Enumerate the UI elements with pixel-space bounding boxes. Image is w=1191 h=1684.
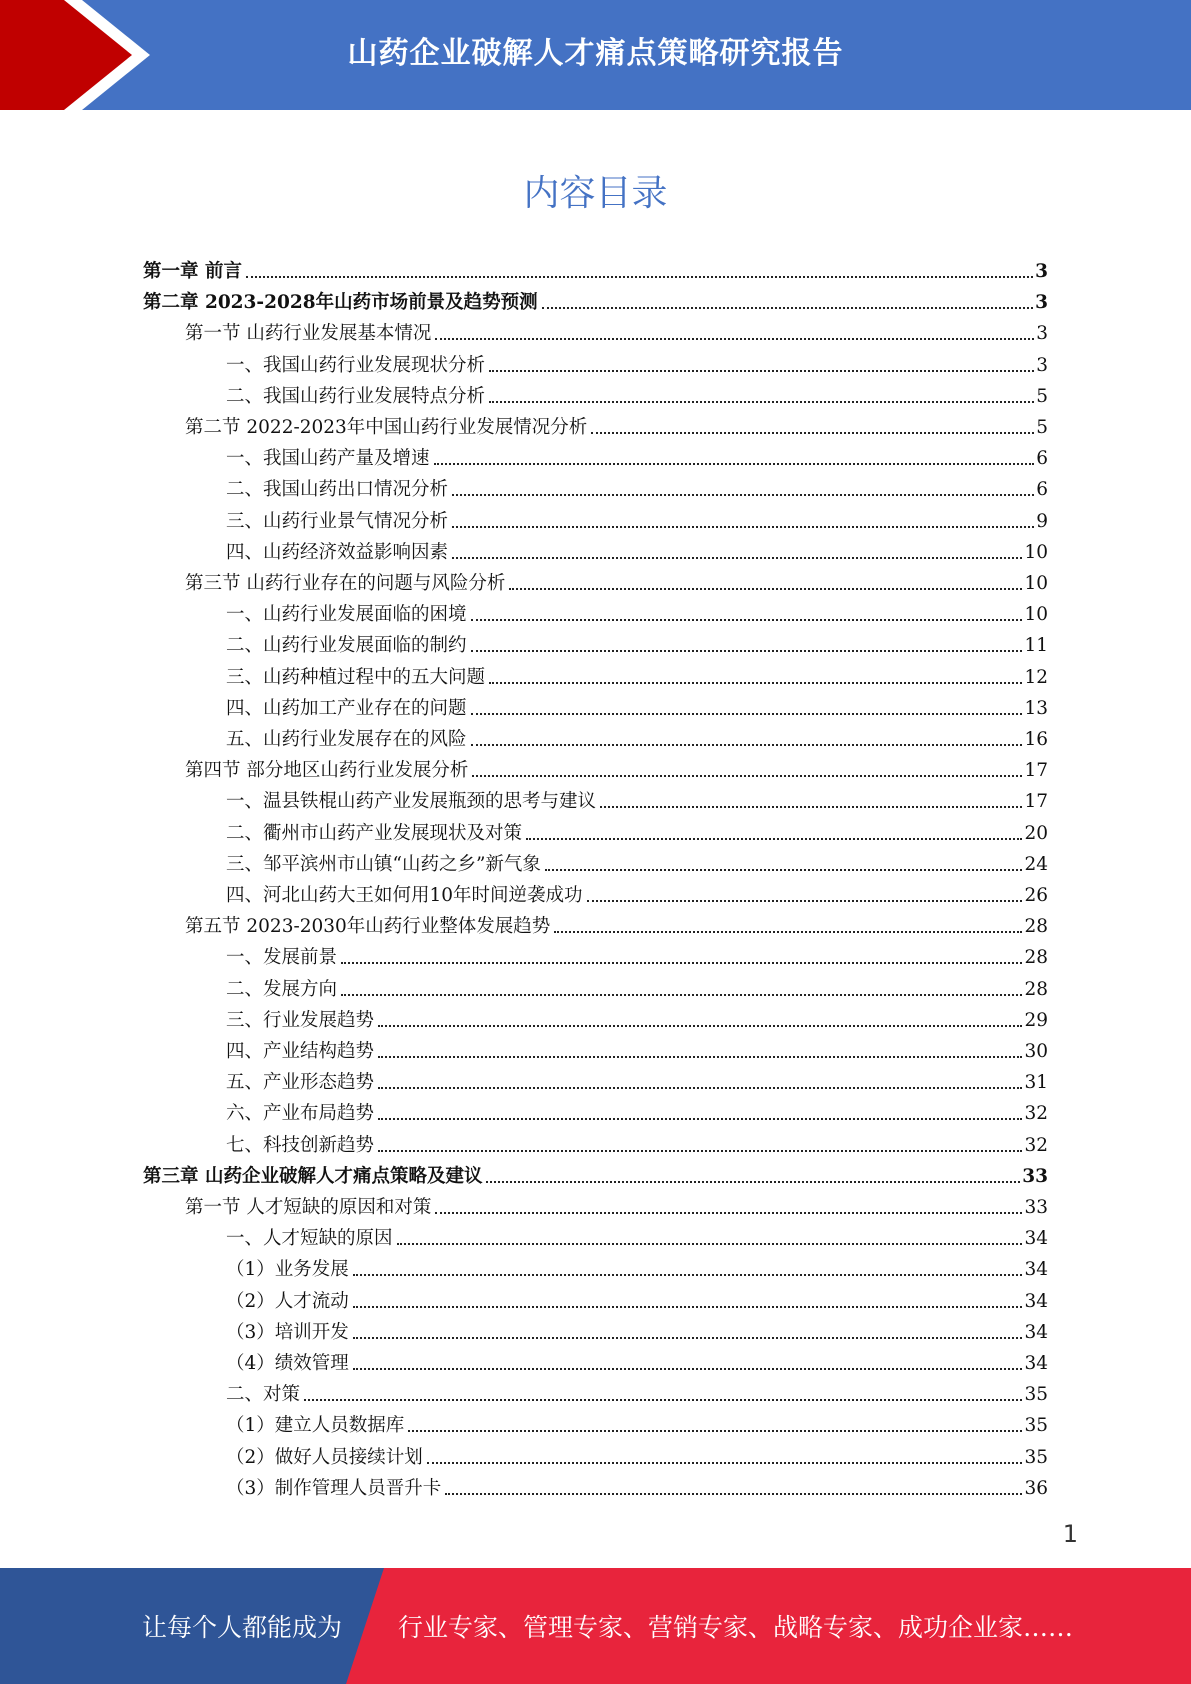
toc-entry-title: 四、山药经济效益影响因素 <box>226 541 449 563</box>
toc-entry-title: 五、产业形态趋势 <box>226 1072 375 1094</box>
toc-entry[interactable] <box>226 627 1048 658</box>
toc-entry[interactable] <box>226 440 1048 471</box>
toc-entry[interactable] <box>226 1470 1048 1501</box>
toc-dot-leader <box>542 307 1034 309</box>
toc-dot-leader <box>600 806 1022 808</box>
toc-dot-leader <box>452 526 1034 528</box>
toc-entry-title: 二、我国山药行业发展特点分析 <box>226 385 486 407</box>
toc-dot-leader <box>353 1368 1023 1370</box>
toc-entry[interactable] <box>226 1251 1048 1282</box>
toc-entry[interactable] <box>226 971 1048 1002</box>
toc-entry-page: 35 <box>1024 1446 1048 1468</box>
toc-entry-title: 第一节 山药行业发展基本情况 <box>185 323 432 345</box>
toc-entry-page: 33 <box>1024 1197 1048 1218</box>
toc-entry-title: （2）做好人员接续计划 <box>226 1446 423 1468</box>
toc-dot-leader <box>435 1212 1022 1214</box>
toc-dot-leader <box>427 1462 1023 1464</box>
toc-dot-leader <box>408 1430 1022 1432</box>
toc-dot-leader <box>587 900 1023 902</box>
toc-entry[interactable] <box>226 846 1048 877</box>
toc-dot-leader <box>397 1243 1023 1245</box>
toc-entry[interactable] <box>143 1158 1048 1189</box>
toc-entry-page: 34 <box>1024 1259 1048 1281</box>
toc-entry-title: 五、山药行业发展存在的风险 <box>226 729 467 750</box>
toc-entry-page: 5 <box>1036 417 1048 438</box>
toc-dot-leader <box>378 1056 1022 1058</box>
toc-entry-page: 3 <box>1036 354 1048 376</box>
footer-slogan-right: 行业专家、管理专家、营销专家、战略专家、成功企业家…… <box>398 1613 1074 1642</box>
toc-entry-page: 35 <box>1024 1415 1048 1437</box>
toc-entry[interactable] <box>226 1002 1048 1033</box>
toc-entry[interactable] <box>226 596 1048 627</box>
toc-dot-leader <box>378 1118 1022 1120</box>
toc-entry[interactable] <box>226 1345 1048 1376</box>
toc-dot-leader <box>471 744 1023 746</box>
toc-entry-page: 5 <box>1036 385 1048 407</box>
toc-dot-leader <box>452 494 1034 496</box>
toc-dot-leader <box>489 682 1022 684</box>
toc-entry-title: 第二章 2023-2028年山药市场前景及趋势预测 <box>143 292 538 314</box>
toc-entry[interactable] <box>226 378 1048 409</box>
toc-entry-title: 一、发展前景 <box>226 947 338 969</box>
toc-entry-page: 10 <box>1024 541 1048 563</box>
toc-entry-title: 一、山药行业发展面临的困境 <box>226 604 467 626</box>
toc-entry-page: 16 <box>1024 729 1048 750</box>
toc-entry-title: （1）业务发展 <box>226 1259 349 1281</box>
toc-entry-page: 9 <box>1036 510 1048 532</box>
toc-entry[interactable] <box>185 1189 1048 1220</box>
toc-entry-title: （3）制作管理人员晋升卡 <box>226 1477 442 1499</box>
toc-entry-page: 30 <box>1024 1041 1048 1062</box>
toc-entry-title: 四、山药加工产业存在的问题 <box>226 697 467 719</box>
toc-entry[interactable] <box>226 721 1048 752</box>
footer-banner <box>0 1568 1191 1684</box>
toc-dot-leader <box>489 370 1034 372</box>
toc-entry[interactable] <box>226 534 1048 565</box>
toc-entry[interactable] <box>226 1407 1048 1438</box>
toc-dot-leader <box>435 338 1034 340</box>
toc-entry-title: 二、衢州市山药产业发展现状及对策 <box>226 822 523 844</box>
toc-entry-title: 第三章 山药企业破解人才痛点策略及建议 <box>143 1165 483 1187</box>
toc-entry-page: 3 <box>1035 261 1048 282</box>
toc-entry-title: 三、山药种植过程中的五大问题 <box>226 666 486 688</box>
toc-dot-leader <box>471 713 1023 715</box>
toc-entry-title: 第四节 部分地区山药行业发展分析 <box>185 760 469 782</box>
toc-entry-page: 17 <box>1024 760 1048 782</box>
toc-entry-title: 二、山药行业发展面临的制约 <box>226 635 467 657</box>
toc-entry-page: 10 <box>1024 604 1048 626</box>
toc-entry-page: 17 <box>1024 791 1048 813</box>
toc-entry-page: 34 <box>1024 1290 1048 1312</box>
toc-entry-page: 3 <box>1036 323 1048 345</box>
toc-entry[interactable] <box>185 409 1048 440</box>
toc-heading: 内容目录 <box>523 173 668 214</box>
toc-entry[interactable] <box>143 284 1048 315</box>
toc-dot-leader <box>545 869 1023 871</box>
toc-entry[interactable] <box>185 315 1048 346</box>
toc-entry[interactable] <box>185 752 1048 783</box>
toc-dot-leader <box>591 432 1034 434</box>
toc-dot-leader <box>341 962 1022 964</box>
toc-dot-leader <box>471 650 1023 652</box>
toc-entry-page: 3 <box>1035 292 1048 314</box>
toc-entry-page: 20 <box>1024 822 1048 844</box>
toc-dot-leader <box>378 1025 1022 1027</box>
toc-dot-leader <box>341 994 1022 996</box>
toc-entry-title: 一、温县铁棍山药产业发展瓶颈的思考与建议 <box>226 791 597 813</box>
toc-entry-page: 28 <box>1024 978 1048 1000</box>
toc-entry-title: 三、山药行业景气情况分析 <box>226 510 449 532</box>
toc-entry-page: 24 <box>1024 853 1048 875</box>
toc-entry-title: 六、产业布局趋势 <box>226 1103 375 1125</box>
toc-dot-leader <box>246 276 1033 278</box>
toc-entry-title: 二、发展方向 <box>226 978 338 1000</box>
toc-entry-page: 12 <box>1024 666 1048 688</box>
toc-entry-title: （4）绩效管理 <box>226 1353 349 1374</box>
toc-entry-title: 三、行业发展趋势 <box>226 1009 375 1031</box>
toc-entry[interactable] <box>226 503 1048 534</box>
toc-entry-page: 34 <box>1024 1228 1048 1250</box>
toc-entry-title: 一、我国山药行业发展现状分析 <box>226 354 486 376</box>
toc-entry-page: 26 <box>1024 885 1048 906</box>
toc-dot-leader <box>486 1181 1020 1183</box>
toc-entry-page: 35 <box>1024 1384 1048 1406</box>
report-title: 山药企业破解人才痛点策略研究报告 <box>347 36 844 71</box>
toc-entry-title: 第五节 2023-2030年山药行业整体发展趋势 <box>185 916 551 938</box>
toc-entry[interactable] <box>226 1127 1048 1158</box>
toc-entry-title: 七、科技创新趋势 <box>226 1134 375 1156</box>
toc-dot-leader <box>554 931 1022 933</box>
toc-entry-title: 第二节 2022-2023年中国山药行业发展情况分析 <box>185 417 588 438</box>
toc-dot-leader <box>353 1337 1023 1339</box>
toc-entry-title: 四、河北山药大王如何用10年时间逆袭成功 <box>226 885 583 906</box>
toc-entry-title: 三、邹平滨州市山镇“山药之乡”新气象 <box>226 853 541 875</box>
toc-dot-leader <box>509 588 1022 590</box>
toc-entry-page: 32 <box>1024 1103 1048 1125</box>
toc-entry-page: 29 <box>1024 1009 1048 1031</box>
toc-entry-title: 二、对策 <box>226 1384 301 1406</box>
toc-dot-leader <box>304 1399 1022 1401</box>
toc-entry-page: 10 <box>1024 573 1048 594</box>
toc-entry-page: 6 <box>1036 448 1048 470</box>
toc-entry[interactable] <box>226 1095 1048 1126</box>
toc-entry[interactable] <box>226 1064 1048 1095</box>
header-banner <box>0 0 1191 110</box>
toc-dot-leader <box>378 1150 1022 1152</box>
toc-dot-leader <box>353 1274 1023 1276</box>
toc-entry-page: 13 <box>1024 697 1048 719</box>
toc-dot-leader <box>445 1493 1022 1495</box>
toc-entry-page: 28 <box>1024 947 1048 969</box>
toc-entry-page: 34 <box>1024 1353 1048 1374</box>
toc-entry[interactable] <box>226 877 1048 908</box>
toc-entry[interactable] <box>226 347 1048 378</box>
toc-entry-title: （3）培训开发 <box>226 1321 349 1343</box>
toc-entry-title: 第三节 山药行业存在的问题与风险分析 <box>185 573 506 594</box>
toc-dot-leader <box>471 619 1023 621</box>
toc-entry[interactable] <box>226 783 1048 814</box>
toc-dot-leader <box>434 463 1035 465</box>
toc-dot-leader <box>526 838 1022 840</box>
toc-entry-title: （2）人才流动 <box>226 1290 349 1312</box>
toc-dot-leader <box>472 775 1022 777</box>
toc-entry[interactable] <box>226 1314 1048 1345</box>
toc-dot-leader <box>353 1306 1023 1308</box>
toc-dot-leader <box>452 557 1022 559</box>
toc-entry[interactable] <box>226 1283 1048 1314</box>
toc-entry-page: 34 <box>1024 1321 1048 1343</box>
toc-entry-page: 11 <box>1024 635 1048 657</box>
footer-slogan-left: 让每个人都能成为 <box>142 1613 343 1642</box>
toc-entry[interactable] <box>185 565 1048 596</box>
toc-dot-leader <box>378 1087 1022 1089</box>
toc-entry[interactable] <box>226 1033 1048 1064</box>
toc-entry[interactable] <box>226 1220 1048 1251</box>
toc-entry[interactable] <box>226 690 1048 721</box>
toc-entry[interactable] <box>226 471 1048 502</box>
toc-entry-title: 第一节 人才短缺的原因和对策 <box>185 1197 432 1218</box>
toc-entry-title: 四、产业结构趋势 <box>226 1041 375 1062</box>
toc-entry[interactable] <box>226 815 1048 846</box>
toc-entry-page: 32 <box>1024 1134 1048 1156</box>
toc-entry-title: 一、人才短缺的原因 <box>226 1228 393 1250</box>
toc-entry-page: 28 <box>1024 916 1048 938</box>
toc-entry[interactable] <box>226 1439 1048 1470</box>
page-number: 1 <box>1062 1520 1078 1548</box>
toc-entry-title: 一、我国山药产量及增速 <box>226 448 430 470</box>
toc-entry-page: 36 <box>1024 1477 1048 1499</box>
toc-entry[interactable] <box>226 939 1048 970</box>
toc-entry[interactable] <box>226 1376 1048 1407</box>
toc-entry[interactable] <box>143 253 1048 284</box>
toc-entry[interactable] <box>226 659 1048 690</box>
toc-entry-page: 6 <box>1036 479 1048 501</box>
toc-entry[interactable] <box>185 908 1048 939</box>
toc-dot-leader <box>489 401 1034 403</box>
toc-entry-title: 二、我国山药出口情况分析 <box>226 479 449 501</box>
toc-entry-page: 33 <box>1022 1165 1048 1187</box>
toc-entry-page: 31 <box>1024 1072 1048 1094</box>
toc-entry-title: 第一章 前言 <box>143 261 242 282</box>
toc-entry-title: （1）建立人员数据库 <box>226 1415 405 1437</box>
